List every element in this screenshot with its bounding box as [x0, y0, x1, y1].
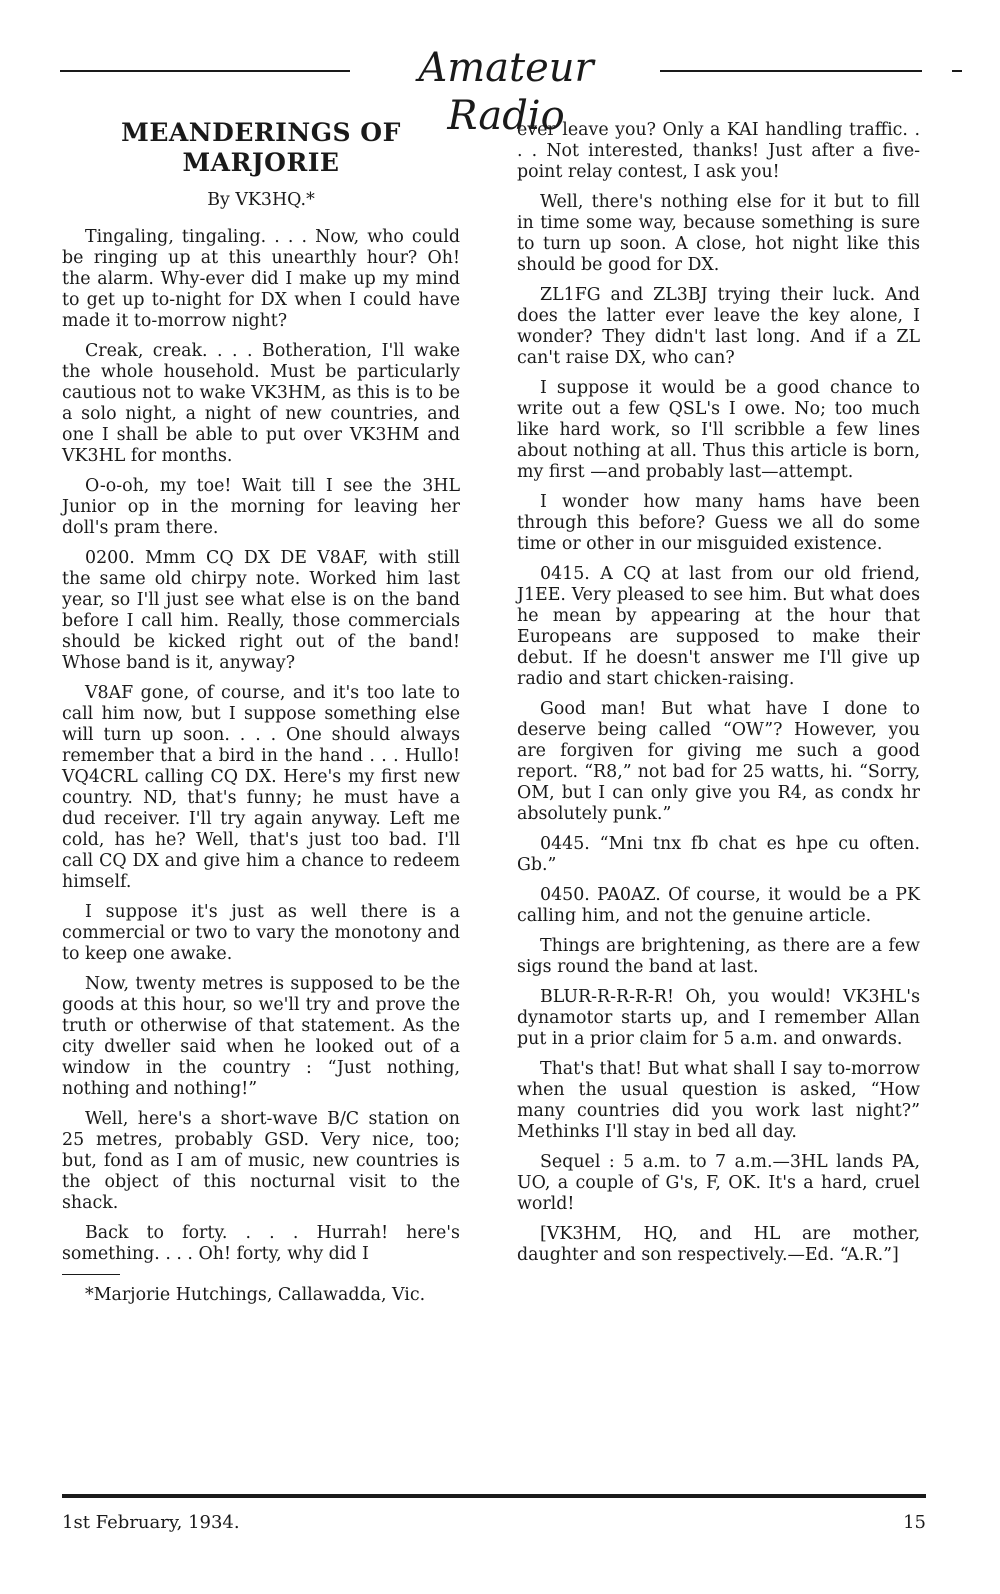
masthead-dash	[952, 70, 962, 72]
paragraph: I wonder how many hams have been through this before? Guess we all do some time or other in our misguided existence.	[517, 492, 920, 554]
footnote: *Marjorie Hutchings, Callawadda, Vic.	[85, 1285, 426, 1305]
footer-rule	[62, 1494, 926, 1498]
paragraph: 0450. PA0AZ. Of course, it would be a PK calling him, and not the genuine article.	[517, 885, 920, 926]
footnote-rule	[62, 1274, 120, 1275]
paragraph: I suppose it would be a good chance to write out a few QSL's I owe. No; too much like hard work, so I'll scribble a few lines about nothing at all. Thus this article is born, my first —and probably last—attempt.	[517, 378, 920, 482]
paragraph: Well, here's a short-wave B/C station on 25 metres, probably GSD. Very nice, too; but, fond as I am of music, new countries is the object of this nocturnal visit to the shack.	[62, 1109, 460, 1213]
left-column	[62, 118, 460, 1315]
paragraph: Good man! But what have I done to deserve being called “OW”? However, you are forgiven for giving me such a good report. “R8,” not bad for 25 watts, hi. “Sorry, OM, but I can only give you R4, as condx hr absolutely punk.”	[517, 699, 920, 824]
paragraph: 0415. A CQ at last from our old friend, J1EE. Very pleased to see him. But what does he mean by appearing at the hour that Europeans are supposed to make their debut. If he doesn't answer me I'll give up radio and start chicken-raising.	[517, 564, 920, 689]
paragraph: That's that! But what shall I say to-morrow when the usual question is asked, “How many countries did you work last night?” Methinks I'll stay in bed all day.	[517, 1059, 920, 1142]
right-column	[517, 120, 920, 1275]
paragraph-continued: ever leave you? Only a KAI handling traffic. . . . Not interested, thanks! Just after a five-point relay contest, I ask you!	[517, 120, 920, 182]
issue-date: 1st February, 1934.	[62, 1512, 240, 1533]
page-number: 15	[903, 1512, 926, 1533]
paragraph: 0445. “Mni tnx fb chat es hpe cu often. Gb.”	[517, 834, 920, 875]
article-headline: MEANDERINGS OF MARJORIE	[121, 118, 401, 177]
paragraph: Now, twenty metres is supposed to be the goods at this hour, so we'll try and prove the truth or otherwise of that statement. As the city dweller said when he looked out of a window in the country : “Just nothing, nothing and nothing!”	[62, 974, 460, 1099]
paragraph: V8AF gone, of course, and it's too late to call him now, but I suppose something else will turn up soon. . . . One should always remember that a bird in the hand . . . Hullo! VQ4CRL calling CQ DX. Here's my first new country. ND, that's funny; he must have a dud receiver. I'll try again anyway. Left me cold, has he? Well, that's just too bad. I'll call CQ DX and give him a chance to redeem himself.	[62, 683, 460, 892]
masthead-rule-left	[60, 70, 350, 72]
article-byline: By VK3HQ.*	[207, 190, 315, 210]
editor-note: [VK3HM, HQ, and HL are mother, daughter and son respectively.—Ed. “A.R.”]	[517, 1224, 920, 1265]
magazine-title: Amateur Radio	[418, 45, 594, 139]
paragraph: Things are brightening, as there are a few sigs round the band at last.	[517, 936, 920, 977]
paragraph: Back to forty. . . . Hurrah! here's something. . . . Oh! forty, why did I	[62, 1223, 460, 1264]
paragraph: Well, there's nothing else for it but to fill in time some way, because something is sure to turn up soon. A close, hot night like this should be good for DX.	[517, 192, 920, 275]
paragraph: Tingaling, tingaling. . . . Now, who could be ringing up at this unearthly hour? Oh! the alarm. Why-ever did I make up my mind to get up to-night for DX when I could have made it to-morrow night?	[62, 227, 460, 331]
paragraph: ZL1FG and ZL3BJ trying their luck. And does the latter ever leave the key alone, I wonder? They didn't last long. And if a ZL can't raise DX, who can?	[517, 285, 920, 368]
paragraph: 0200. Mmm CQ DX DE V8AF, with still the same old chirpy note. Worked him last year, so I'll just see what else is on the band before I call him. Really, those commercials should be kicked right out of the band! Whose band is it, anyway?	[62, 548, 460, 673]
paragraph: O-o-oh, my toe! Wait till I see the 3HL Junior op in the morning for leaving her doll's pram there.	[62, 476, 460, 538]
paragraph: Creak, creak. . . . Botheration, I'll wake the whole household. Must be particularly cautious not to wake VK3HM, as this is to be a solo night, a night of new countries, and one I shall be able to put over VK3HM and VK3HL for months.	[62, 341, 460, 466]
paragraph: Sequel : 5 a.m. to 7 a.m.—3HL lands PA, UO, a couple of G's, F, OK. It's a hard, cruel world!	[517, 1152, 920, 1214]
masthead-rule-right	[660, 70, 922, 72]
masthead	[60, 40, 930, 139]
paragraph: BLUR-R-R-R-R! Oh, you would! VK3HL's dynamotor starts up, and I remember Allan put in a prior claim for 5 a.m. and onwards.	[517, 987, 920, 1049]
paragraph: I suppose it's just as well there is a commercial or two to vary the monotony and to keep one awake.	[62, 902, 460, 964]
